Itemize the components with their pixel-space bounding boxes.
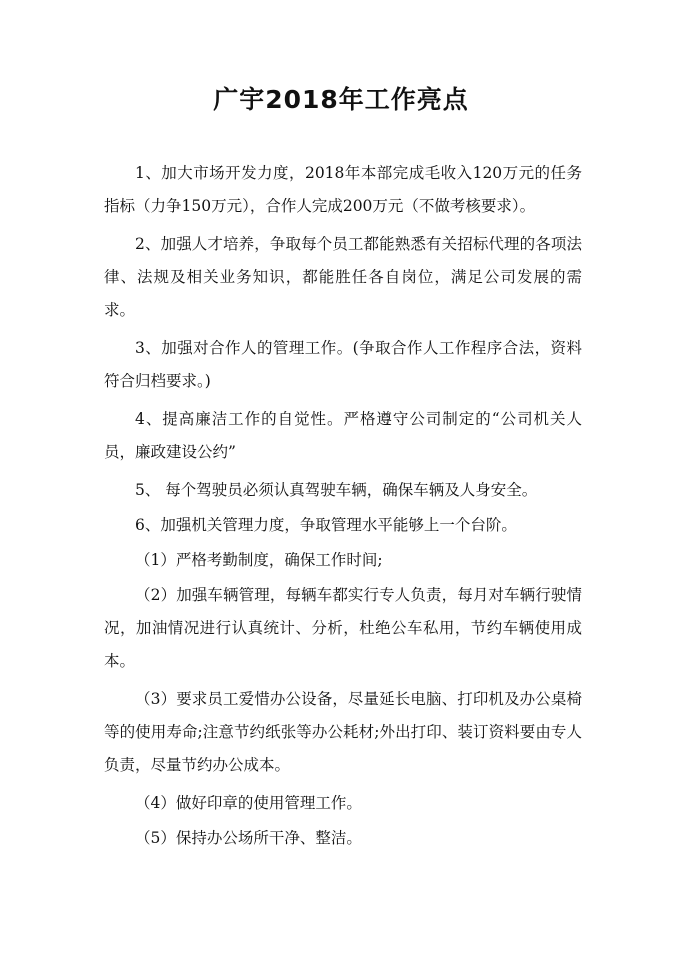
sub-item-2: （2）加强车辆管理，每辆车都实行专人负责，每月对车辆行驶情况，加油情况进行认真统计、分析，杜绝公车私用，节约车辆使用成本。 [104, 586, 582, 670]
sub-item-3: （3）要求员工爱惜办公设备，尽量延长电脑、打印机及办公桌椅等的使用寿命;注意节约纸张等办公耗材;外出打印、装订资料要由专人负责，尽量节约办公成本。 [104, 690, 582, 774]
sub-item-4: （4）做好印章的使用管理工作。 [135, 794, 362, 812]
paragraph-4: 4、提高廉洁工作的自觉性。严格遵守公司制定的“公司机关人员，廉政建设公约” [104, 410, 582, 461]
paragraph-6: 6、加强机关管理力度，争取管理水平能够上一个台阶。 [135, 516, 517, 534]
paragraph-2: 2、加强人才培养，争取每个员工都能熟悉有关招标代理的各项法律、法规及相关业务知识，都能胜任各自岗位，满足公司发展的需求。 [104, 235, 582, 319]
document-title: 广宇2018年工作亮点 [213, 85, 469, 114]
sub-item-1: （1）严格考勤制度，确保工作时间; [135, 551, 383, 569]
sub-item-5: （5）保持办公场所干净、整洁。 [135, 829, 362, 847]
paragraph-1: 1、加大市场开发力度，2018年本部完成毛收入120万元的任务指标（力争150万元），合作人完成200万元（不做考核要求）。 [104, 164, 582, 215]
paragraph-3: 3、加强对合作人的管理工作。(争取合作人工作程序合法，资料符合归档要求。) [104, 339, 582, 390]
paragraph-5: 5、 每个驾驶员必须认真驾驶车辆，确保车辆及人身安全。 [135, 481, 538, 499]
document-body [104, 157, 582, 857]
